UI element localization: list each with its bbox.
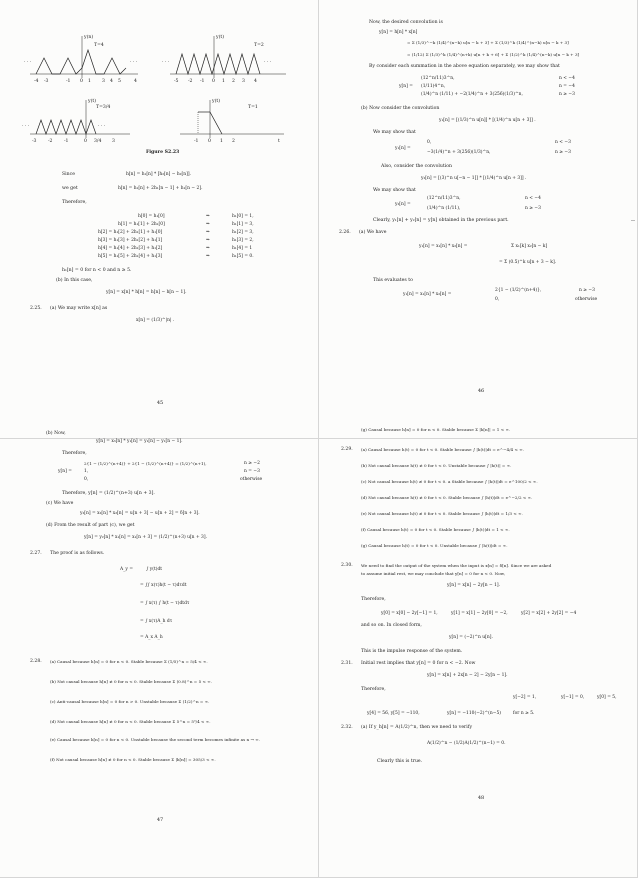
edge-mark xyxy=(631,220,635,221)
p47-therefore: Therefore, xyxy=(62,451,87,456)
p48-232-clearly: Clearly this is true. xyxy=(377,759,423,764)
p48-231-y45: y[4] = 56, y[5] = −110, xyxy=(367,711,420,716)
p45-implies-2: ⇒ xyxy=(206,230,210,235)
p47-therefore-y: Therefore, y[n] = (1/2)^(n+3) u[n + 3]. xyxy=(62,491,155,496)
p48-231-ym2: y[−2] = 1, xyxy=(513,695,537,700)
p47-228-b: (b) Not causal because h[n] ≠ 0 for n < 0. Stable because Σ (0.8)^n = 5 < ∞. xyxy=(50,679,213,684)
p46-y1-case-2: −3(1/4)^n + 3(256)(1/3)^n, xyxy=(427,150,491,155)
p46-y1-conv: y₁[n] = x₁[n] * x₂[n] = xyxy=(419,244,468,249)
p45-implies-3: ⇒ xyxy=(206,238,210,243)
svg-text:2: 2 xyxy=(232,79,235,84)
p47-proof-3: = ∫ x(τ) ∫ h(t − τ)dtdτ xyxy=(140,601,190,606)
p46-may-show-1: We may show that xyxy=(373,130,416,135)
p48-230-eq: y[n] = x[n] − 2y[n − 1]. xyxy=(447,583,501,588)
plot-t1 xyxy=(180,98,290,148)
p46-we-have: (a) We have xyxy=(359,230,387,235)
svg-text:. . .: . . . xyxy=(98,123,106,128)
p47-cond-1: n ≥ −2 xyxy=(244,461,260,466)
p47-eq-y-d: y[n] = y₂[n] * x₁[n] = x₁[n + 3] = (1/2)^(n+3) u[n + 3]. xyxy=(84,535,208,540)
page-number-46: 46 xyxy=(477,388,485,394)
p46-eq-y1: y₁[n] = [(1/3)^n u[n]] * [(1/4)^n u[n + 3]] . xyxy=(439,118,536,123)
p45-h1-0: h₁[0] = 1, xyxy=(232,214,254,219)
p45-h1-1: h₁[1] = 3, xyxy=(232,222,254,227)
p45-sys-2: h[2] = h₁[2] + 2h₁[1] + h₁[0] xyxy=(98,230,163,235)
svg-text:4: 4 xyxy=(134,79,137,84)
p47-problem-227: 2.27. xyxy=(30,551,42,556)
plot-t4-title: T=4 xyxy=(94,43,104,48)
page-47 xyxy=(0,431,319,878)
p46-case-1: (12^n/11)3^n, xyxy=(421,76,455,81)
page-48 xyxy=(319,427,638,878)
p46-y1-case-1: 0, xyxy=(427,140,432,145)
p48-231-ym1: y[−1] = 0, xyxy=(561,695,585,700)
plot-t34-ylabel: y(t) xyxy=(88,99,97,104)
p45-eq-h: h[n] = h₁[n] * [h₂[n] − h₂[n]]. xyxy=(126,172,191,177)
p47-228-e: (e) Causal because h[n] = 0 for n < 0. Unstable because the second term becomes infinite as n → ∞. xyxy=(50,737,261,742)
p45-therefore: Therefore, xyxy=(62,200,87,205)
p47-case-1: 2{1 − (1/2)^(n+4)} + 2{1 − (1/2)^(n+4)} = (1/2)^(n+1), xyxy=(84,461,207,466)
p46-also: Also, consider the convolution xyxy=(381,164,452,169)
p47-proof-2: = ∫∫ x(τ)h(t − τ)dτdt xyxy=(140,583,187,588)
p48-229-f: (f) Causal because h(t) = 0 for t < 0. Stable because ∫ |h(t)|dt = 1 < ∞. xyxy=(361,527,510,532)
p46-case-3: (1/4)^n (1/11) + −2(1/4)^n + 3(256)(1/3)^n, xyxy=(421,92,523,97)
p45-sys-4: h[4] = h₁[4] + 2h₁[3] + h₁[2] xyxy=(98,246,163,251)
plot-t2-title: T=2 xyxy=(254,43,264,48)
p45-sys-5: h[5] = h₁[5] + 2h₁[4] + h₁[3] xyxy=(98,254,163,259)
svg-text:. . .: . . . xyxy=(162,59,170,64)
p46-y1-label: y₁[n] = xyxy=(395,146,411,151)
p48-problem-230: 2.30. xyxy=(341,563,353,568)
p45-part-a: (a) We may write x[n] as xyxy=(50,306,108,311)
p46-eq-sum2: = (1/12) Σ (1/3)^k (1/4)^(n+k) u[n + k + 6] + Σ (1/2)^k (1/4)^(n−k) u[n − k + 3] xyxy=(407,52,580,57)
p45-h1-3: h₁[3] = 2, xyxy=(232,238,254,243)
p47-eq-y: y[n] = x₃[n] * y₁[n] = y₁[n] − y₁[n − 1]. xyxy=(96,439,183,444)
p46-intro: Now, the desired convolution is xyxy=(369,20,443,25)
svg-text:-2: -2 xyxy=(48,139,53,144)
p45-part-b: (b) In this case, xyxy=(56,278,93,283)
p46-y2-case-1: (12^n/11)3^n, xyxy=(427,196,461,201)
p46-cond-1: n < −4 xyxy=(559,76,575,81)
plot-t4 xyxy=(24,32,140,92)
p48-231-text: Initial rest implies that y[n] = 0 for n < −2. Now xyxy=(361,661,476,666)
p48-g-discrete: (g) Causal because h[n] = 0 for n < 0. Stable because Σ |h[n]| = 1 < ∞. xyxy=(361,427,511,432)
svg-text:-3: -3 xyxy=(32,139,37,144)
p48-problem-231: 2.31. xyxy=(341,661,353,666)
p45-h1-2: h₁[2] = 3, xyxy=(232,230,254,235)
p46-y2-label: y₂[n] = xyxy=(395,202,411,207)
p45-implies-4: ⇒ xyxy=(206,246,210,251)
p46-y2-case-2: (1/4)^n (1/11), xyxy=(427,206,461,211)
p46-y1-cond-2: n ≥ −3 xyxy=(555,150,571,155)
p47-part-d: (d) From the result of part (c), we get xyxy=(46,523,135,528)
p48-problem-229: 2.29. xyxy=(341,447,353,452)
p48-230-therefore: Therefore, xyxy=(361,597,386,602)
p46-y1-cond-1: n < −3 xyxy=(555,140,571,145)
p46-y2-cond-1: n < −4 xyxy=(525,196,541,201)
svg-text:. . .: . . . xyxy=(22,123,30,128)
svg-text:-3: -3 xyxy=(44,79,49,84)
p48-232-eq: A(1/2)^n − (1/2)A(1/2)^(n−1) = 0. xyxy=(427,741,506,746)
p45-implies-0: ⇒ xyxy=(206,214,210,219)
svg-text:3: 3 xyxy=(242,79,245,84)
p45-we-get: we get xyxy=(62,186,78,191)
page-number-48: 48 xyxy=(477,795,485,801)
p46-consider: By consider each summation in the above equation separately, we may show that xyxy=(369,64,560,69)
p47-part-c: (c) We have xyxy=(46,501,74,506)
p48-230-closed-eq: y[n] = (−2)^n u[n]. xyxy=(449,635,493,640)
p48-229-a: (a) Causal because h(t) = 0 for t < 0. Stable because ∫ |h(t)|dt = e^−4/4 < ∞. xyxy=(361,447,524,452)
page-46 xyxy=(319,0,638,439)
p45-sys-0: h[0] = h₁[0] xyxy=(138,214,165,219)
p45-eq-x: x[n] = (1/3)^|n| . xyxy=(136,318,175,323)
p45-since: Since xyxy=(62,172,75,177)
p46-y1-sum: Σ x₁[k] x₂[n − k] xyxy=(511,244,548,249)
p47-proof-1: ∫ y(t)dt xyxy=(146,567,163,572)
p48-230-text-1: We need to find the output of the system when the input is x[n] = δ[n]. Since we are asked xyxy=(361,563,552,568)
svg-text:0: 0 xyxy=(212,79,215,84)
p45-sys-1: h[1] = h₁[1] + 2h₁[0] xyxy=(118,222,165,227)
p45-sys-3: h[3] = h₁[3] + 2h₁[2] + h₁[1] xyxy=(98,238,163,243)
p45-eq-y: y[n] = x[n] * h[n] = h[n] − h[n − 1]. xyxy=(106,290,187,295)
svg-text:t: t xyxy=(278,139,280,144)
p47-cond-2: n = −3 xyxy=(244,469,260,474)
p48-229-b: (b) Not causal because h(t) ≠ 0 for t < 0. Unstable because ∫ |h(t)| = ∞. xyxy=(361,463,512,468)
svg-text:-4: -4 xyxy=(34,79,39,84)
p47-problem-228: 2.28. xyxy=(30,659,42,664)
p48-229-d: (d) Not causal because h(t) ≠ 0 for t < 0. Stable because ∫ |h(t)|dt = e^−2/2 < ∞. xyxy=(361,495,533,500)
svg-text:1: 1 xyxy=(220,139,223,144)
p48-229-c: (c) Not causal because h(t) ≠ 0 for t < 0. a Stable because ∫ |h(t)|dt = e^100/2 < ∞. xyxy=(361,479,538,484)
p48-230-y1: y[1] = x[1] − 2y[0] = −2, xyxy=(451,611,508,616)
p47-cond-3: otherwise xyxy=(240,477,263,482)
svg-text:1: 1 xyxy=(222,79,225,84)
p46-result-cond-2: otherwise xyxy=(575,297,598,302)
p47-y-label: y[n] = xyxy=(58,469,72,474)
svg-text:0: 0 xyxy=(208,139,211,144)
plot-t34-title: T=3/4 xyxy=(96,105,111,110)
p48-230-impulse: This is the impulse response of the system. xyxy=(361,649,463,654)
svg-text:3: 3 xyxy=(112,139,115,144)
p47-case-3: 0, xyxy=(84,477,89,482)
p47-228-d: (d) Not causal because h[n] ≠ 0 for n < 0. Stable because Σ 5^n = 5³/4 < ∞. xyxy=(50,719,211,724)
figure-caption: Figure S2.23 xyxy=(146,150,180,155)
svg-text:-1: -1 xyxy=(66,79,71,84)
svg-text:2: 2 xyxy=(232,139,235,144)
page-45 xyxy=(0,0,319,439)
svg-text:. . .: . . . xyxy=(130,59,138,64)
p48-230-y2: y[2] = x[2] + 2y[2] = −4 xyxy=(521,611,577,616)
p45-eq-h-expanded: h[n] = h₁[n] + 2h₁[n − 1] + h₁[n − 2]. xyxy=(118,186,203,191)
svg-text:. . .: . . . xyxy=(264,59,272,64)
p46-cond-2: n = −4 xyxy=(559,84,575,89)
svg-text:4: 4 xyxy=(110,79,113,84)
p48-229-g: (g) Causal because h(t) = 0 for t < 0. Unstable because ∫ |h(t)|dt = ∞. xyxy=(361,543,508,548)
plot-t2-ylabel: y(t) xyxy=(216,35,225,40)
p48-230-text-2: to assume initial rest, we may conclude that y[n] = 0 for n < 0. Now, xyxy=(361,571,506,576)
p46-evaluates: This evaluates to xyxy=(373,278,413,283)
svg-text:3: 3 xyxy=(102,79,105,84)
p48-231-yn: y[n] = −110(−2)^(n−5) xyxy=(447,711,501,716)
p46-result-case-2: 0, xyxy=(495,297,500,302)
p48-229-e: (e) Not causal because h(t) ≠ 0 for t < 0. Stable because ∫ |h(t)|dt = 1/3 < ∞. xyxy=(361,511,523,516)
p45-implies-5: ⇒ xyxy=(206,254,210,259)
svg-text:1: 1 xyxy=(88,79,91,84)
svg-text:-2: -2 xyxy=(188,79,193,84)
svg-text:-1: -1 xyxy=(64,139,69,144)
p45-h1-zero: h₁[n] = 0 for n < 0 and n ≥ 5. xyxy=(62,268,132,273)
svg-text:. . .: . . . xyxy=(24,59,32,64)
p47-228-a: (a) Causal because h[n] = 0 for n < 0. Stable because Σ (1/5)^n = 5/4 < ∞. xyxy=(50,659,208,664)
svg-text:0: 0 xyxy=(84,139,87,144)
p47-proof: The proof is as follows. xyxy=(50,551,105,556)
p46-eq-y2: y₂[n] = [(3)^n u[−n − 1]] * [(1/4)^n u[n + 3]] . xyxy=(421,176,527,181)
p46-y1-sum2: = Σ (0.5)^k u[n + 3 − k]. xyxy=(499,260,557,265)
p45-problem-225: 2.25. xyxy=(30,306,42,311)
p45-implies-1: ⇒ xyxy=(206,222,210,227)
plot-t1-ylabel: y(t) xyxy=(212,99,221,104)
plot-t2 xyxy=(162,32,290,92)
p45-h1-5: h₁[5] = 0. xyxy=(232,254,254,259)
p46-may-show-2: We may show that xyxy=(373,188,416,193)
p47-228-f: (f) Not causal because h[n] ≠ 0 for n < 0. Stable because Σ |h[n]| = 305/3 < ∞. xyxy=(50,757,216,762)
p48-231-eq: y[n] = x[n] + 2x[n − 2] − 2y[n − 1]. xyxy=(427,673,508,678)
p47-part-b: (b) Now, xyxy=(46,431,66,436)
plot-t34 xyxy=(22,98,140,148)
p47-228-c: (c) Anti-causal because h[n] = 0 for n > 0. Unstable because Σ (1/2)^n = ∞. xyxy=(50,699,210,704)
svg-text:-1: -1 xyxy=(194,139,199,144)
svg-text:0: 0 xyxy=(80,79,83,84)
p47-proof-5: = A_x A_h xyxy=(140,635,163,640)
p46-case-2: (1/11)4^n, xyxy=(421,84,446,89)
p47-eq-y2: y₂[n] = x₂[n] * x₃[n] = u[n + 3] − u[n + 2] = δ[n + 3]. xyxy=(80,511,200,516)
p48-230-y0: y[0] = x[0] − 2y[−1] = 1, xyxy=(381,611,438,616)
svg-text:5: 5 xyxy=(118,79,121,84)
p48-problem-232: 2.32. xyxy=(341,725,353,730)
p46-result-cond-1: n ≥ −3 xyxy=(579,288,595,293)
svg-text:3/4: 3/4 xyxy=(94,139,102,144)
p46-eq-sum1: = Σ (1/3)^−k (1/4)^(n−k) u[n − k + 3] + Σ (1/3)^k (1/4)^(n−k) u[n − k + 3] xyxy=(407,40,569,45)
p48-231-for: for n ≥ 5. xyxy=(513,711,535,716)
p46-result-case-1: 2{1 − (1/2)^(n+4)}, xyxy=(495,288,542,293)
p48-231-therefore: Therefore, xyxy=(361,687,386,692)
page-number-45: 45 xyxy=(156,400,164,406)
p46-problem-226: 2.26. xyxy=(339,230,351,235)
p47-ay-label: A_y = xyxy=(120,567,134,572)
p47-case-2: 1, xyxy=(84,469,89,474)
p46-y2-cond-2: n ≥ −3 xyxy=(525,206,541,211)
p46-yn-label: y[n] = xyxy=(399,84,413,89)
p46-result-label: y₁[n] = x₁[n] * x₂[n] = xyxy=(403,292,452,297)
p46-eq-y: y[n] = h[n] * x[n] xyxy=(379,30,418,35)
p48-231-y0: y[0] = 5, xyxy=(597,695,617,700)
svg-text:-5: -5 xyxy=(174,79,179,84)
p48-230-closed: and so on. In closed form, xyxy=(361,623,422,628)
p45-h1-4: h₁[4] = 1 xyxy=(232,246,253,251)
p47-proof-4: = ∫ x(τ)A_h dτ xyxy=(140,619,173,624)
p46-part-b: (b) Now consider the convolution xyxy=(361,106,440,111)
plot-t1-title: T=1 xyxy=(248,105,258,110)
svg-text:4: 4 xyxy=(254,79,257,84)
page-number-47: 47 xyxy=(156,817,164,823)
p46-cond-3: n ≥ −3 xyxy=(559,92,575,97)
p48-232-text: (a) If y_h[n] = A(1/2)^n, then we need to verify xyxy=(361,725,473,730)
plot-t4-ylabel: y(n) xyxy=(84,35,94,40)
p46-clearly: Clearly, y₁[n] + y₂[n] = y[n] obtained in the previous part. xyxy=(373,218,509,223)
svg-text:-1: -1 xyxy=(200,79,205,84)
